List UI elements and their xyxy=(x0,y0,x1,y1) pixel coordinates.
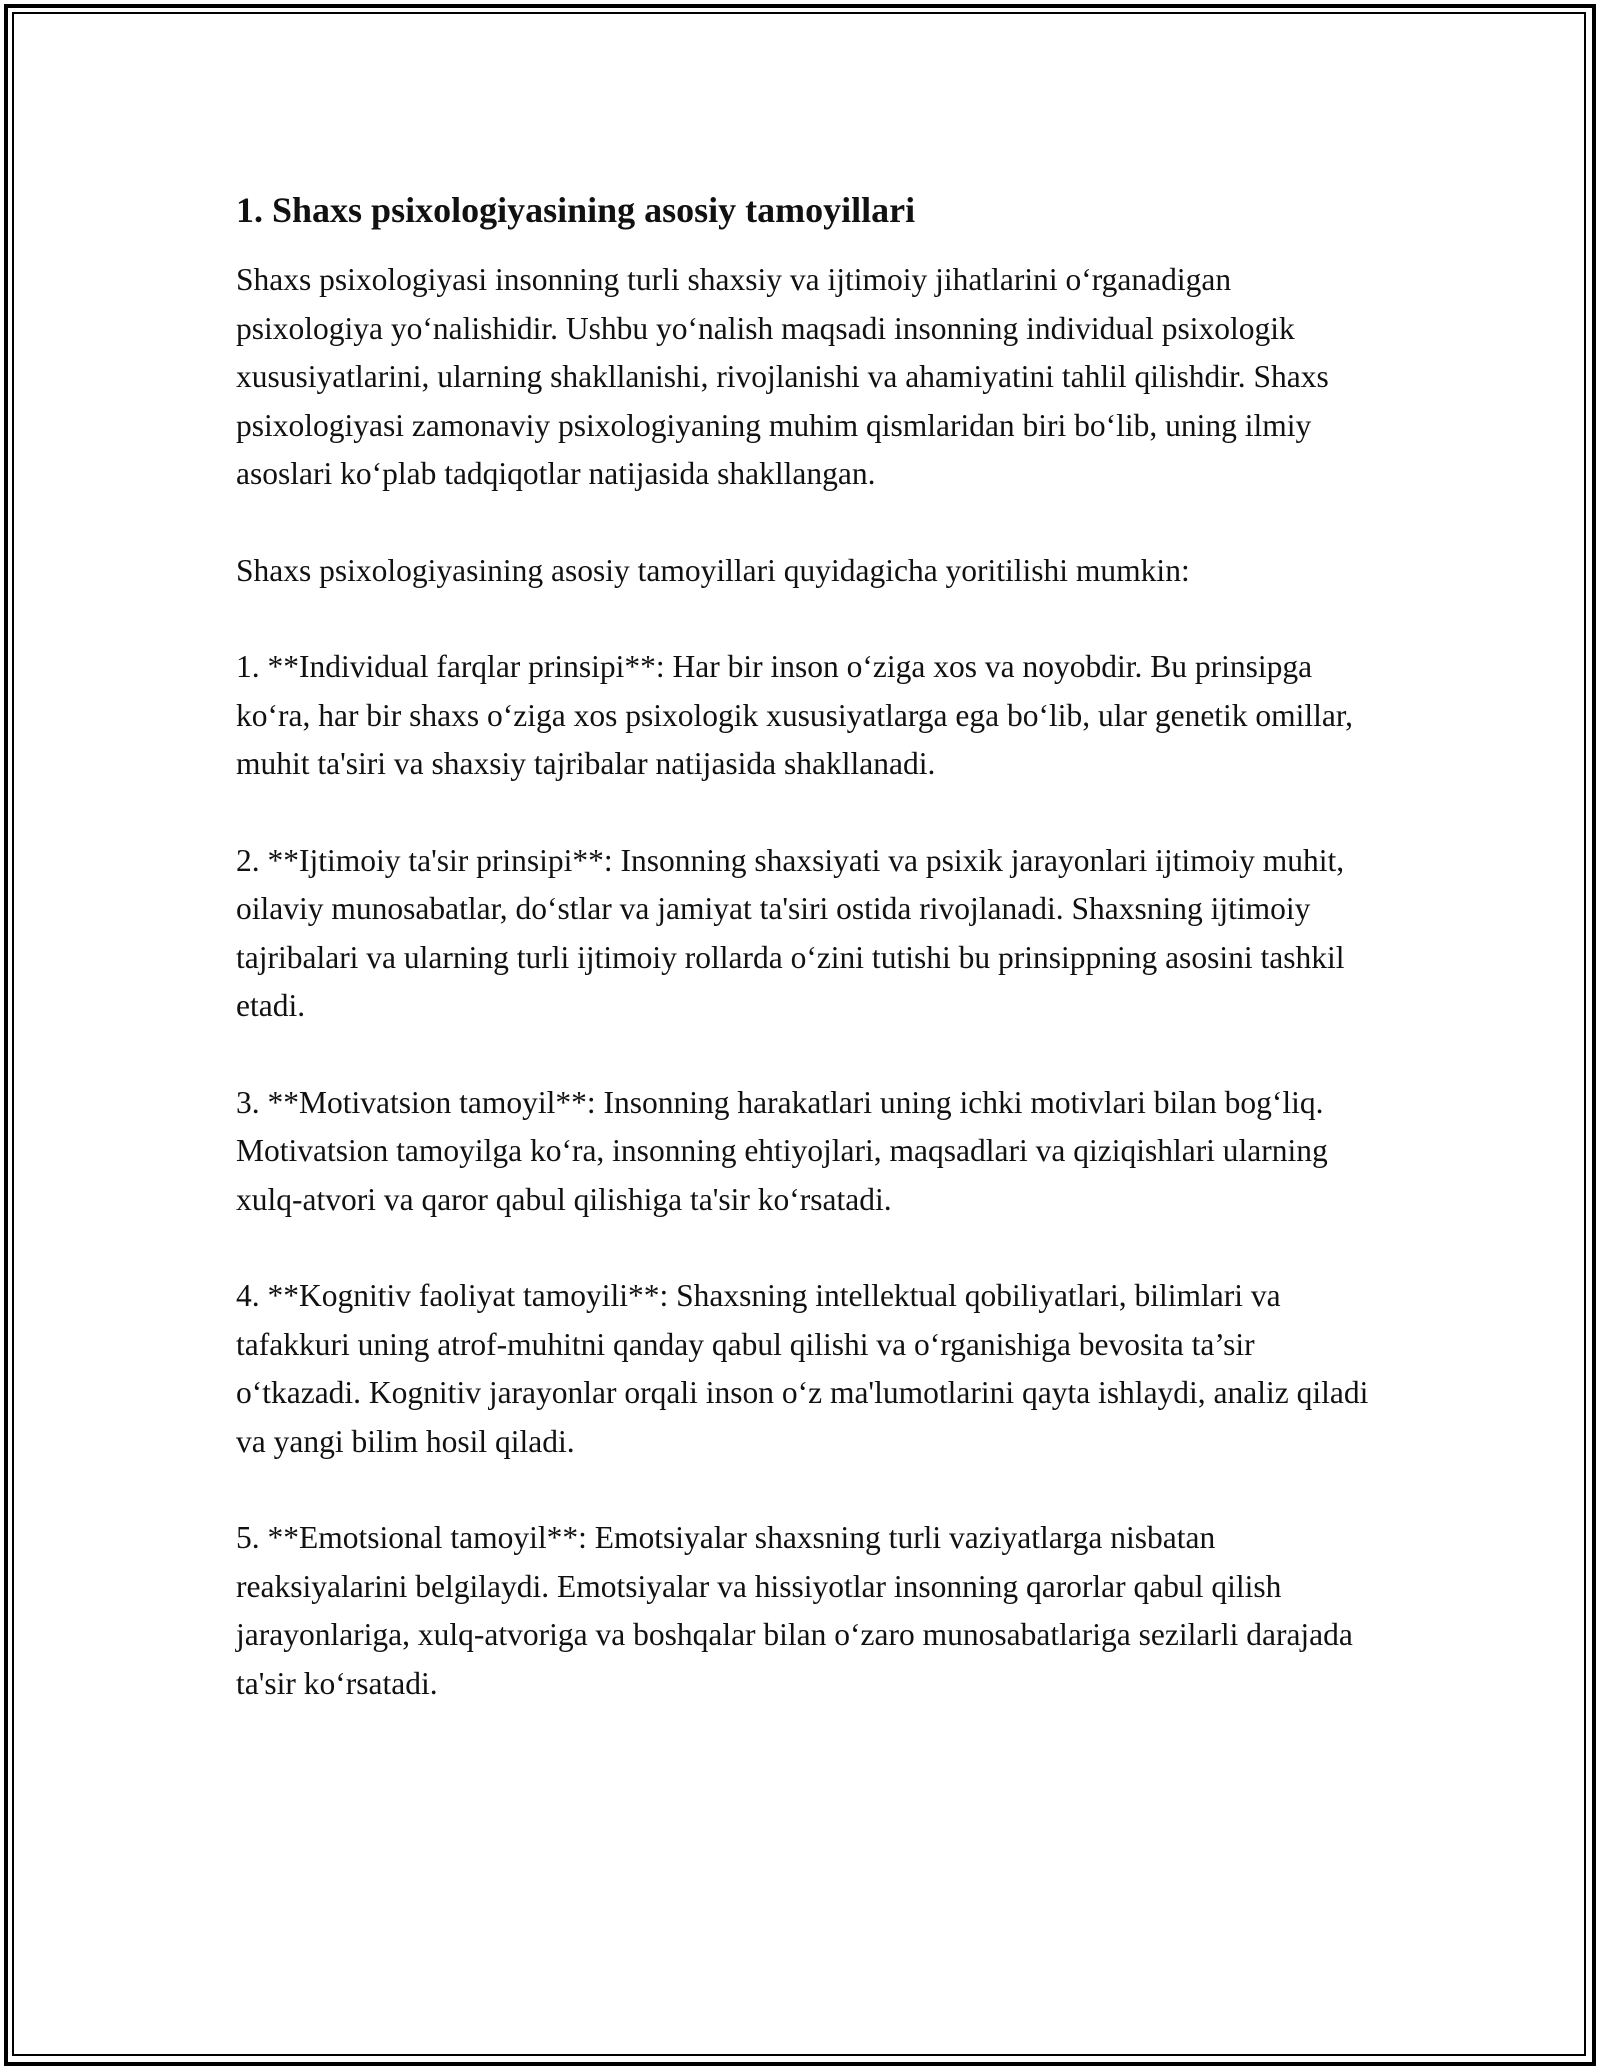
principle-5-paragraph: 5. **Emotsional tamoyil**: Emotsiyalar shaxsning turli vaziyatlarga nisbatan reaksiyalarini belgilaydi. Emotsiyalar va hissiyotlar insonning qarorlar qabul qilish jarayonlariga, xulq-atvoriga va boshqalar bilan o‘zaro munosabatlariga sezilarli darajada ta'sir ko‘rsatadi. xyxy=(236,1520,1353,1701)
intro-paragraph: Shaxs psixologiyasi insonning turli shaxsiy va ijtimoiy jihatlarini o‘rganadigan psixologiya yo‘nalishidir. Ushbu yo‘nalish maqsadi insonning individual psixologik xususiyatlarini, ularning shakllanishi, rivojlanishi va ahamiyatini tahlil qilishdir. Shaxs psixologiyasi zamonaviy psixologiyaning muhim qismlaridan biri bo‘lib, uning ilmiy asoslari ko‘plab tadqiqotlar natijasida shakllangan. xyxy=(236,262,1329,491)
principles-lead-paragraph: Shaxs psixologiyasining asosiy tamoyillari quyidagicha yoritilishi mumkin: xyxy=(236,552,1190,588)
principle-4-paragraph: 4. **Kognitiv faoliyat tamoyili**: Shaxsning intellektual qobiliyatlari, bilimlari va tafakkuri uning atrof-muhitni qanday qabul qilishi va o‘rganishiga bevosita ta’sir o‘tkazadi. Kognitiv jarayonlar orqali inson o‘z ma'lumotlarini qayta ishlaydi, analiz qiladi va yangi bilim hosil qiladi. xyxy=(236,1278,1369,1459)
document-body xyxy=(236,186,1376,1756)
principle-2-paragraph: 2. **Ijtimoiy ta'sir prinsipi**: Insonning shaxsiyati va psixik jarayonlari ijtimoiy muhit, oilaviy munosabatlar, do‘stlar va jamiyat ta'siri ostida rivojlanadi. Shaxsning ijtimoiy tajribalari va ularning turli ijtimoiy rollarda o‘zini tutishi bu prinsippning asosini tashkil etadi. xyxy=(236,842,1345,1023)
principle-1-paragraph: 1. **Individual farqlar prinsipi**: Har bir inson o‘ziga xos va noyobdir. Bu prinsipga ko‘ra, har bir shaxs o‘ziga xos psixologik xususiyatlarga ega bo‘lib, ular genetik omillar, muhit ta'siri va shaxsiy tajribalar natijasida shakllanadi. xyxy=(236,649,1354,781)
principle-3-paragraph: 3. **Motivatsion tamoyil**: Insonning harakatlari uning ichki motivlari bilan bog‘liq. Motivatsion tamoyilga ko‘ra, insonning ehtiyojlari, maqsadlari va qiziqishlari ularning xulq-atvori va qaror qabul qilishiga ta'sir ko‘rsatadi. xyxy=(236,1084,1328,1217)
document-title: 1. Shaxs psixologiyasining asosiy tamoyillari xyxy=(236,190,916,230)
